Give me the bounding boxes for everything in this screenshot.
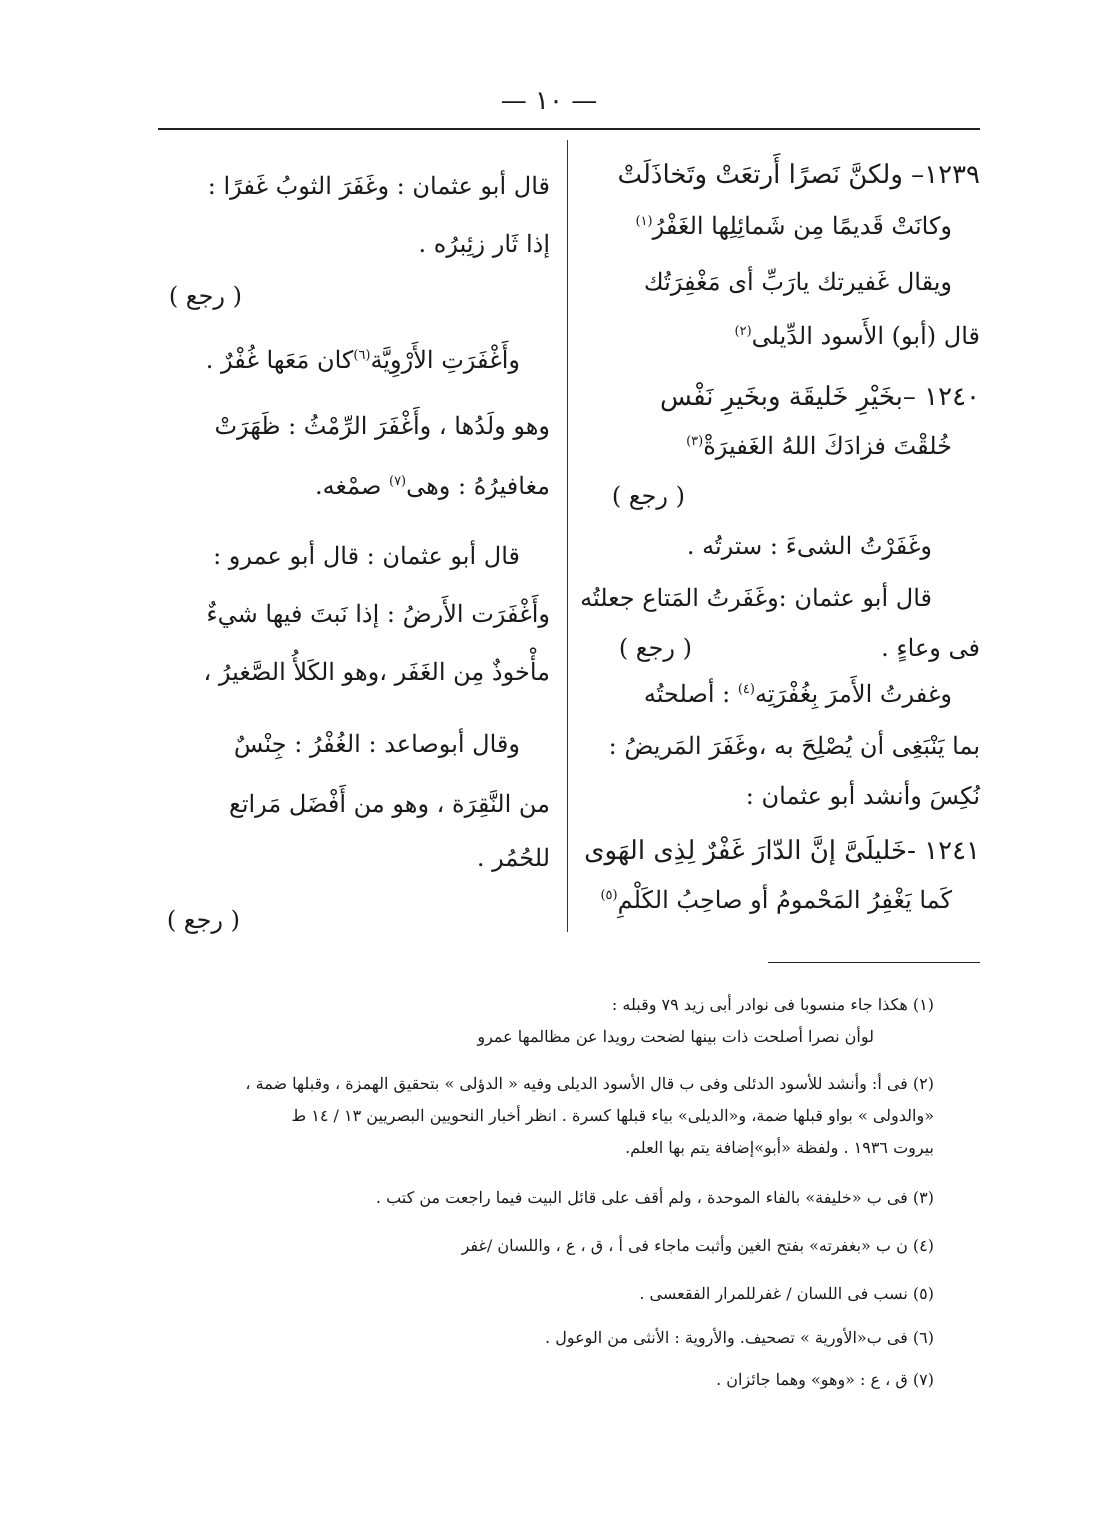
text-line: للحُمُر . (476, 844, 550, 872)
footnote-ref-7: (٧) (388, 474, 407, 489)
verse-1240-first: ١٢٤٠ –بخَيْرِ خَليقَة وبخَيرِ نَفْس (659, 382, 980, 412)
footnote-ref-1: (١) (635, 214, 653, 229)
text-line: وقال أبوصاعد : الغُفْرُ : جِنْسٌ (233, 730, 520, 758)
footnote-6: (٦) فى ب«الأورية » تصحيف. والأروية : الأنثى من الوعول . (545, 1328, 934, 1347)
page-number: — ١٠ — (500, 86, 598, 116)
text-line: فى وعاءٍ . (881, 634, 980, 662)
section-marker: ( رجع ) (618, 634, 692, 662)
footnote-3: (٣) فى ب «خليفة» بالفاء الموحدة ، ولم أقف على قائل البيت فيما راجعت من كتب . (375, 1188, 934, 1207)
column-divider (567, 140, 568, 932)
text-line (315, 472, 550, 501)
text-line-part: : أصلحتُه (643, 680, 731, 708)
verse-1239-second-text: وكانَتْ قَديمًا مِن شَمائِلِها الغَفْرُ (652, 212, 952, 240)
section-marker: ( رجع ) (168, 282, 242, 310)
footnote-ref-4: (٤) (737, 682, 755, 697)
text-line (206, 346, 520, 375)
text-line: من النَّقِرَة ، وهو من أَفْضَل مَراتع (229, 790, 550, 818)
verse-1239-first: ١٢٣٩– ولكنَّ نَصرًا أَرتعَتْ وتَخاذَلَتْ (617, 160, 980, 190)
text-line: قال أبو عثمان :وغَفَرتُ المَتاع جعلتُه (580, 584, 932, 612)
text-line-part: مغافيرُهُ : وهى (406, 472, 550, 500)
verse-1239-second (635, 212, 952, 241)
section-marker: ( رجع ) (166, 906, 240, 934)
footnote-7: (٧) ق ، ع : «وهو» وهما جائزان . (716, 1370, 934, 1389)
text-line-part: قال (أبو) الأَسود الدِّيلى (751, 322, 980, 350)
footnote-ref-2: (٢) (734, 324, 752, 339)
footnote-2-cont: «والدولى » بواو قبلها ضمة، و«الديلى» بياء قبلها كسرة . انظر أخبار النحويين البصريين ١٣ / ١٤ ط (291, 1106, 934, 1125)
text-line: إذا ثَار زئِبرُه . (418, 230, 550, 258)
text-line-part: وأَغْفَرَتِ الأَرْوِيَّة (370, 346, 520, 374)
footnote-5: (٥) نسب فى اللسان / غفرللمرار الفقعسى . (639, 1284, 934, 1303)
footnote-1-verse: لوأن نصرا أصلحت ذات بينها لضحت رويدا عن مظالمها عمرو (477, 1027, 874, 1046)
footnote-2-cont: بيروت ١٩٣٦ . ولفظة «أبو»إضافة يتم بها العلم. (625, 1138, 934, 1157)
verse-1241-first: ١٢٤١ -خَليلَىَّ إنَّ الدّارَ غَفْرٌ لِذِى الهَوى (584, 836, 980, 866)
text-line: وهو ولَدُها ، وأَغْفَرَ الرِّمْثُ : ظَهَرَتْ (214, 412, 550, 440)
header-rule (158, 128, 980, 130)
footnote-1: (١) هكذا جاء منسوبا فى نوادر أبى زيد ٧٩ وقبله : (611, 995, 934, 1014)
text-line: وأَغْفَرَت الأَرضُ : إذا نَبتَ فيها شيءٌ (206, 600, 550, 628)
footnote-ref-5: (٥) (600, 888, 618, 903)
text-line: مأْخوذٌ مِن الغَفَر ،وهو الكَلأُ الصَّغيرُ ، (203, 658, 550, 686)
text-line-part: وغفرتُ الأَمرَ بِغُفْرَتِه (754, 680, 952, 708)
text-line-part: كان مَعَها غُفْرٌ . (205, 346, 354, 374)
text-line: وغَفَرْتُ الشىءَ : سترتُه . (686, 532, 932, 560)
text-line: ويقال غَفيرتك يارَبِّ أى مَغْفِرَتُك (643, 268, 952, 296)
text-line: قال أبو عثمان : وغَفَرَ الثوبُ غَفرًا : (207, 172, 550, 200)
text-line (735, 322, 980, 351)
section-marker: ( رجع ) (611, 482, 685, 510)
footnotes-rule (768, 962, 980, 963)
footnote-ref-3: (٣) (686, 434, 704, 449)
footnote-2: (٢) فى أ: وأنشد للأسود الدئلى وفى ب قال الأسود الديلى وفيه « الدؤلى » بتحقيق الهمزة ، وقبلها ضمة ، (245, 1074, 934, 1093)
text-line (644, 680, 952, 709)
text-line: نُكِسَ وأنشد أبو عثمان : (745, 782, 980, 810)
verse-1241-second (600, 886, 952, 915)
text-line: قال أبو عثمان : قال أبو عمرو : (213, 542, 520, 570)
footnote-ref-6: (٦) (353, 348, 371, 363)
text-line: بما يَنْبَغِى أن يُصْلِحَ به ،وغَفَرَ المَريضُ : (608, 732, 980, 760)
footnote-4: (٤) ن ب «بغفرته» بفتح الغين وأثبت ماجاء فى أ ، ق ، ع ، واللسان /غفر (461, 1236, 934, 1255)
verse-1240-second (686, 432, 952, 461)
verse-1241-second-text: كَما يَغْفِرُ المَحْمومُ أو صاحِبُ الكَلْمِ (617, 886, 952, 914)
text-line-part: صمْغه. (315, 472, 382, 500)
verse-1240-second-text: خُلقْتَ فزادَكَ اللهُ الغَفيرَةْ (703, 432, 952, 460)
